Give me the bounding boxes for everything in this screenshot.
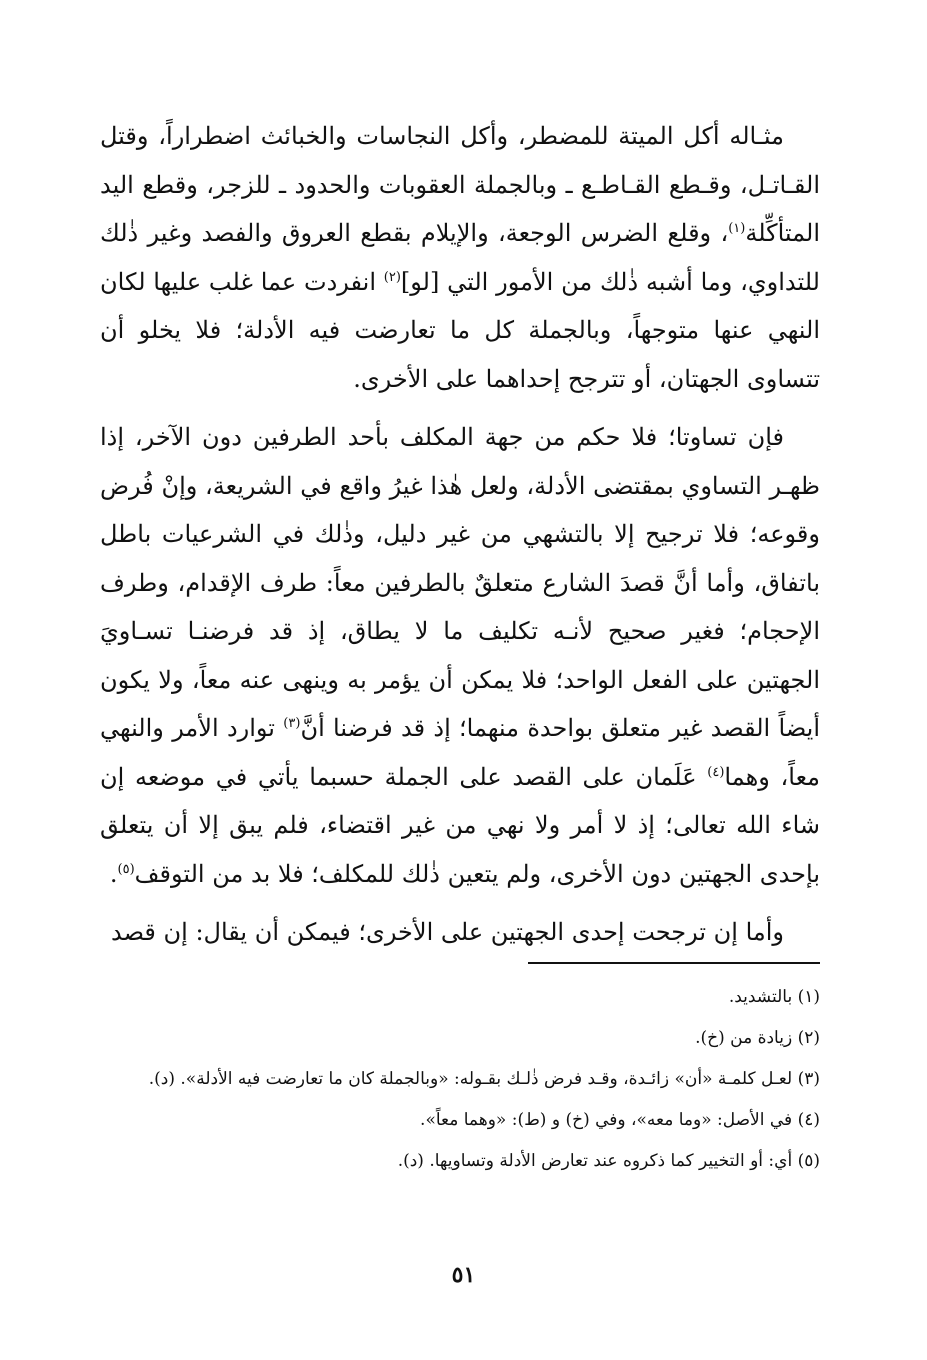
- footnote-5: (٥) أي: أو التخيير كما ذكروه عند تعارض الأدلة وتساويها. (د).: [397, 1151, 820, 1171]
- paragraph-text: عَلَمان على القصد على الجملة حسبما يأتي في موضعه إن شاء الله تعالى؛ إذ لا أمر ولا نهي من غير اقتضاء، فلم يبق إلا أن يتعلق بإحدى الجهتين دون الأخرى، ولم يتعين ذٰلك للمكلف؛ فلا بد من التوقف: [100, 762, 820, 888]
- paragraph-text: مثـاله أكل الميتة للمضطر، وأكل النجاسات والخبائث اضطراراً، وقتل القـاتـل، وقـطع القـاطـع ـ وبالجملة العقوبات والحدود ـ للزجر، وقطع اليد المتأكِّلة: [100, 122, 820, 247]
- footnote-ref-1: (١): [728, 221, 746, 236]
- main-text: [100, 112, 820, 957]
- footnote-ref-3: (٣): [283, 716, 301, 731]
- footnote-1: (١) بالتشديد.: [728, 987, 820, 1007]
- footnote-ref-5: (٥): [117, 861, 135, 877]
- footnote-2: (٢) زيادة من (خ).: [695, 1028, 820, 1048]
- paragraph-1: [100, 112, 820, 403]
- footnote-4: (٤) في الأصل: «وما معه»، وفي (خ) و (ط): «وهما معاً».: [420, 1110, 820, 1130]
- footnote-separator: [528, 962, 820, 964]
- footnote-ref-2: (٢): [383, 269, 401, 285]
- paragraph-text: ، وقلع الضرس الوجعة، والإيلام بقطع العروق والفصد وغير ذٰلك للتداوي، وما أشبه ذٰلك من الأمور التي [لو]: [100, 219, 820, 296]
- paragraph-2: [100, 413, 820, 898]
- footnotes: [100, 982, 820, 1187]
- paragraph-text: انفردت عما غلب عليها لكان النهي عنها متوجهاً، وبالجملة كل ما تعارضت فيه الأدلة؛ فلا يخلو أن تتساوى الجهتان، أو تترجح إحداهما على الأخرى.: [100, 267, 820, 393]
- footnote-3: (٣) لعـل كلمـة «أن» زائـدة، وقـد فرض ذٰلـك بقـوله: «وبالجملة كان ما تعارضت فيه الأدلة». (د).: [148, 1069, 820, 1089]
- footnote-ref-4: (٤): [707, 764, 725, 780]
- paragraph-text: وأما إن ترجحت إحدى الجهتين على الأخرى؛ فيمكن أن يقال: إن قصد: [111, 918, 784, 946]
- paragraph-text: توارد الأمر والنهي معاً، وهما: [100, 714, 821, 791]
- page-number: ٥١: [451, 1262, 476, 1288]
- paragraph-3: [100, 908, 820, 957]
- paragraph-text: .: [109, 859, 118, 888]
- paragraph-text: فإن تساوتا؛ فلا حكم من جهة المكلف بأحد الطرفين دون الآخر، إذا ظهـر التساوي بمقتضى الأدلة، ولعل هٰذا غيرُ واقع في الشريعة، وإنْ فُرض وقوعه؛ فلا ترجيح إلا بالتشهي من غير دليل، وذٰلك في الشرعيات باطل باتفاق، وأما أنَّ قصدَ الشارع متعلقٌ بالطرفين معاً: طرف الإقدام، وطرف الإحجام؛ فغير صحيح لأنـه تكليف ما لا يطاق، إذ قد فرضنـا تسـاويَ الجهتين على الفعل الواحد؛ فلا يمكن أن يؤمر به وينهى عنه معاً، ولا يكون أيضاً القصد غير متعلق بواحدة منهما؛ إذ قد فرضنا أنَّ: [100, 423, 820, 742]
